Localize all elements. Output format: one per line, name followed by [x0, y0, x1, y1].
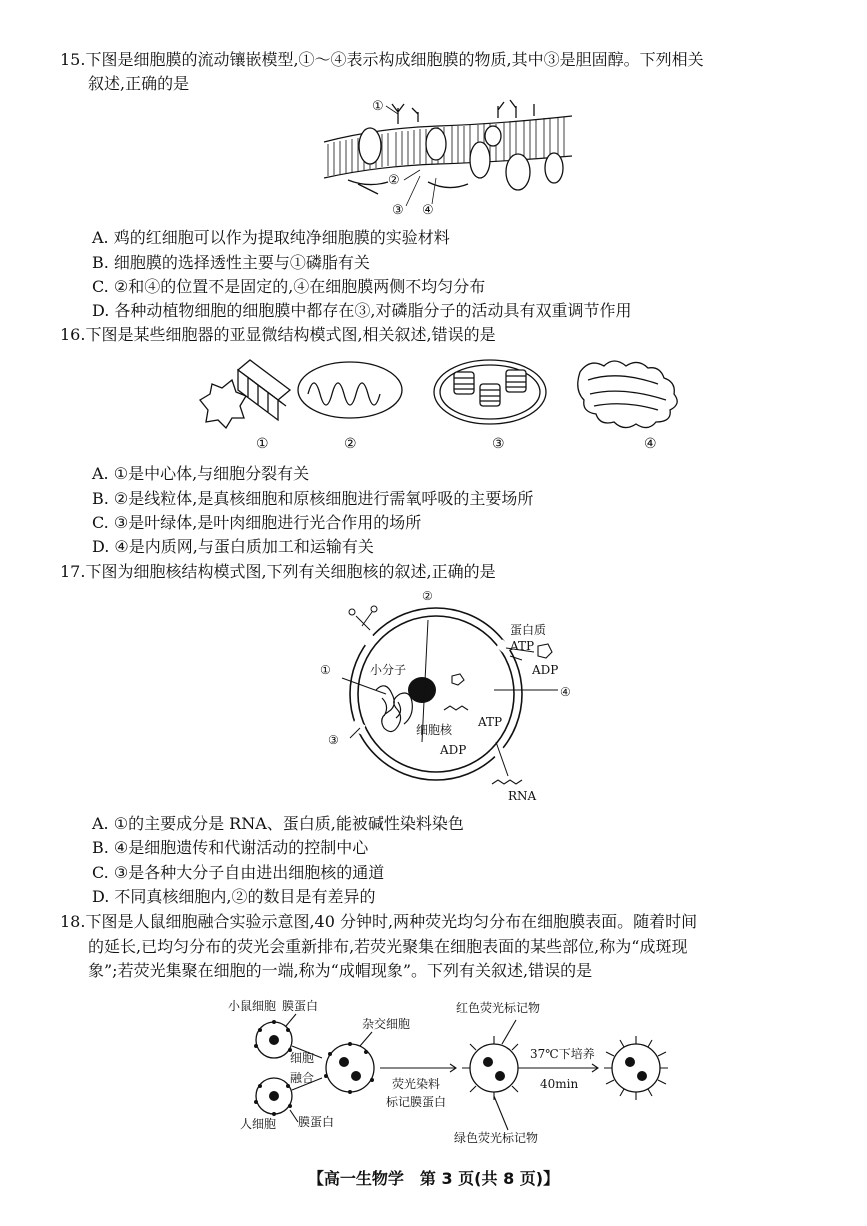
cultured-cell — [612, 1044, 660, 1092]
nucleus-label-2: ② — [422, 589, 433, 603]
organelle-label-2: ② — [344, 436, 357, 452]
green-marker-label: 绿色荧光标记物 — [454, 1131, 539, 1145]
organelle-label-4: ④ — [644, 436, 657, 452]
q17-option-a: A. ①的主要成分是 RNA、蛋白质,能被碱性染料染色 — [92, 814, 464, 833]
nucleus-label-4: ④ — [560, 685, 571, 699]
protein-2 — [426, 128, 446, 160]
culture-label: 37℃下培养 — [530, 1047, 595, 1061]
protein-1 — [359, 128, 381, 164]
q16-organelles-figure — [190, 348, 710, 458]
q15-option-c: C. ②和④的位置不是固定的,④在细胞膜两侧不均匀分布 — [92, 277, 486, 296]
q16-option-c: C. ③是叶绿体,是叶肉细胞进行光合作用的场所 — [92, 513, 422, 532]
fibers — [348, 180, 468, 194]
q15-stem-line2: 叙述,正确的是 — [88, 74, 190, 93]
q18-stem-line2: 的延长,已均匀分布的荧光会重新排布,若荧光聚集在细胞表面的某些部位,称为“成斑现 — [88, 937, 688, 956]
mouse-cell-label: 小鼠细胞 — [228, 999, 277, 1013]
q16-option-b: B. ②是线粒体,是真核细胞和原核细胞进行需氧呼吸的主要场所 — [92, 489, 534, 508]
q17-option-d: D. 不同真核细胞内,②的数目是有差异的 — [92, 887, 376, 906]
glycocalyx-3 — [498, 102, 504, 118]
q17-option-c: C. ③是各种大分子自由进出细胞核的通道 — [92, 863, 385, 882]
q16-option-d: D. ④是内质网,与蛋白质加工和运输有关 — [92, 537, 374, 556]
dye-label-2: 标记膜蛋白 — [386, 1095, 447, 1109]
nucleus-label-3: ③ — [328, 733, 339, 747]
nucleus-label-1: ① — [320, 663, 331, 677]
atp-label-bottom: ATP — [478, 715, 503, 729]
fusion-label-1: 细胞 — [290, 1051, 315, 1065]
membrane-bottom-edge — [324, 156, 572, 178]
adp-label-top: ADP — [532, 663, 559, 677]
rna-in-nucleus — [444, 706, 468, 710]
hybrid-cell-label: 杂交细胞 — [362, 1017, 411, 1031]
small-molecule-label: 小分子 — [370, 663, 407, 677]
mitochondrion — [298, 362, 402, 418]
q16-stem-line1: 16.下图是某些细胞器的亚显微结构模式图,相关叙述,错误的是 — [60, 325, 496, 344]
human-cell-label: 人细胞 — [240, 1117, 277, 1131]
red-marker-label: 红色荧光标记物 — [456, 1001, 541, 1015]
q18-cell-fusion-figure — [226, 992, 686, 1148]
q18-stem-line1: 18.下图是人鼠细胞融合实验示意图,40 分钟时,两种荧光均匀分布在细胞膜表面。随着时间 — [60, 912, 698, 931]
protein-4 — [506, 154, 530, 190]
q18-stem-line3: 象”;若荧光集聚在细胞的一端,称为“成帽现象”。下列有关叙述,错误的是 — [88, 961, 593, 980]
q15-option-a: A. 鸡的红细胞可以作为提取纯净细胞膜的实验材料 — [92, 228, 450, 247]
q16-option-a: A. ①是中心体,与细胞分裂有关 — [92, 464, 310, 483]
membrane-protein-label-top: 膜蛋白 — [282, 999, 319, 1013]
membrane-label-2: ② — [388, 173, 400, 188]
organelle-label-1: ① — [256, 436, 269, 452]
q15-option-d: D. 各种动植物细胞的细胞膜中都存在③,对磷脂分子的活动具有双重调节作用 — [92, 301, 632, 320]
glycocalyx-4 — [510, 100, 516, 118]
membrane-label-3: ③ — [392, 203, 404, 218]
membrane-label-4: ④ — [422, 203, 434, 218]
page-footer: 【高一生物学 第 3 页(共 8 页)】 — [307, 1169, 560, 1188]
q17-stem-line1: 17.下图为细胞核结构模式图,下列有关细胞核的叙述,正确的是 — [60, 562, 496, 581]
fusion-label-2: 融合 — [290, 1071, 315, 1085]
rna-label: RNA — [508, 789, 537, 803]
adp-label-bottom: ADP — [440, 743, 467, 757]
protein-glyph — [538, 644, 552, 658]
nucleus-text-label: 细胞核 — [416, 723, 453, 737]
nucleolus — [408, 677, 436, 703]
rna-outside — [492, 780, 522, 784]
q17-option-b: B. ④是细胞遗传和代谢活动的控制中心 — [92, 838, 369, 857]
q15-option-b: B. 细胞膜的选择透性主要与①磷脂有关 — [92, 253, 370, 272]
protein-5 — [545, 153, 563, 183]
membrane-protein-label-bottom: 膜蛋白 — [298, 1115, 335, 1129]
atp-label-top: ATP — [510, 639, 535, 653]
glycocalyx-2 — [412, 108, 418, 122]
q15-stem-line1: 15.下图是细胞膜的流动镶嵌模型,①～④表示构成细胞膜的物质,其中③是胆固醇。下列相关 — [60, 50, 704, 69]
organelle-label-3: ③ — [492, 436, 505, 452]
q17-nucleus-figure — [312, 582, 592, 804]
protein-3 — [470, 142, 490, 178]
nuclear-envelope-inner — [358, 616, 514, 772]
q15-membrane-figure — [318, 96, 578, 220]
centriole-barrel — [238, 360, 290, 420]
endoplasmic-reticulum — [578, 361, 677, 428]
time-label: 40min — [540, 1077, 579, 1091]
dye-label-1: 荧光染料 — [392, 1077, 441, 1091]
protein-label: 蛋白质 — [510, 623, 547, 637]
protein-6 — [485, 126, 501, 146]
labeled-cell — [470, 1044, 518, 1092]
membrane-label-1: ① — [372, 99, 384, 114]
protein-glyph-inside — [452, 674, 464, 685]
